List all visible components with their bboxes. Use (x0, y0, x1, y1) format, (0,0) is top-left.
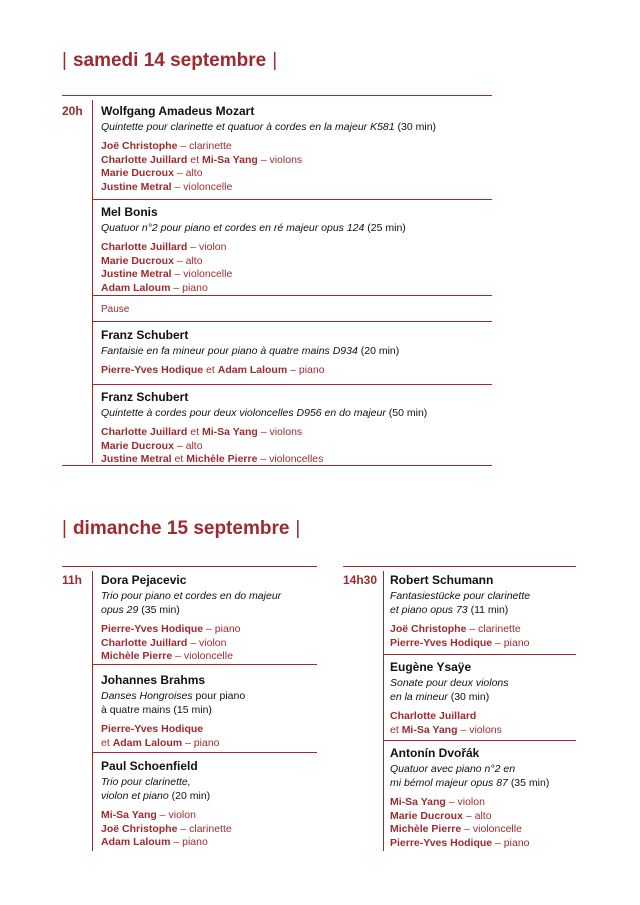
saturday-heading-text: samedi 14 septembre (72, 50, 267, 71)
work-title-text: Danses Hongroises (101, 690, 193, 702)
performer-line (101, 154, 496, 168)
work-duration: (50 min) (388, 407, 428, 419)
performer-name: Adam Laloum (217, 364, 288, 376)
work-title (101, 775, 321, 803)
performer-role: – violons (260, 426, 303, 438)
work-duration: (25 min) (367, 222, 406, 234)
performer-name: Pierre-Yves Hodique (101, 723, 204, 735)
composer-name: Wolfgang Amadeus Mozart (101, 104, 255, 118)
performer-list (101, 364, 496, 378)
sat-rule-4 (92, 384, 492, 385)
performer-line (390, 810, 580, 824)
performer-connector: et (390, 723, 399, 736)
work-title (390, 589, 580, 617)
performer-role: – piano (290, 364, 325, 376)
work-title-text: Quatuor avec piano n°2 en (390, 763, 516, 775)
performer-line (101, 167, 496, 181)
performer-line (101, 737, 321, 751)
sun-left-item-1 (101, 673, 321, 750)
sun-right-top-rule (343, 566, 576, 567)
work-title-text: Quatuor n°2 pour piano et cordes en ré majeur opus 124 (101, 222, 365, 234)
sunday-heading-text: dimanche 15 septembre (72, 518, 290, 539)
performer-role: – alto (176, 439, 203, 452)
performer-role: – violoncelle (174, 268, 233, 280)
work-title (101, 589, 321, 617)
performer-role: – piano (173, 281, 208, 294)
performer-name: Mi-Sa Yang (101, 809, 157, 821)
sun-left-rule-1 (92, 664, 317, 665)
performer-role: – alto (176, 167, 203, 179)
performer-role: – violoncelle (174, 180, 233, 193)
composer-name: Franz Schubert (101, 390, 189, 404)
work-duration: (20 min) (360, 345, 400, 357)
sun-left-top-rule (62, 566, 317, 567)
performer-connector: et (190, 426, 200, 438)
work-title-plain-text: pour piano (192, 690, 246, 702)
performer-line (101, 140, 496, 154)
work-duration: (20 min) (171, 790, 211, 802)
performer-name: Mi-Sa Yang (201, 153, 258, 166)
performer-line (101, 241, 496, 255)
sat-rule-3 (92, 321, 492, 322)
work-title-text: Quintette à cordes pour deux violoncelles D956 en do majeur (101, 407, 386, 419)
performer-list (101, 140, 496, 194)
performer-line (101, 623, 321, 637)
performer-line (101, 809, 321, 823)
work-title-text: mi bémol majeur opus 87 (390, 777, 508, 789)
performer-role: – violon (190, 636, 227, 649)
performer-line (390, 823, 580, 837)
work-duration: (35 min) (141, 604, 180, 616)
performer-line (101, 440, 496, 454)
performer-name: Justine Metral (101, 180, 172, 193)
performer-name: Adam Laloum (112, 736, 183, 749)
performer-name: Mi-Sa Yang (201, 426, 258, 438)
performer-name: Mi-Sa Yang (401, 723, 458, 736)
saturday-top-rule (62, 95, 492, 96)
performer-line (101, 637, 321, 651)
work-title-text: Fantaisie en fa mineur pour piano à quatre mains D934 (101, 345, 358, 357)
sun-left-item-0 (101, 573, 321, 664)
performer-name: Mi-Sa Yang (390, 796, 446, 808)
composer-name: Mel Bonis (101, 205, 158, 219)
performer-name: Joë Christophe (101, 822, 178, 835)
composer-name: Johannes Brahms (101, 673, 206, 687)
performer-list (390, 710, 580, 737)
sun-right-item-2 (390, 746, 580, 850)
performer-name: Charlotte Juillard (101, 426, 188, 438)
performer-line (390, 837, 580, 851)
work-title-text: Trio pour clarinette, (101, 776, 191, 788)
work-duration: (30 min) (397, 121, 437, 133)
performer-line (390, 796, 580, 810)
composer-name: Eugène Ysaÿe (390, 660, 472, 674)
performer-line (101, 255, 496, 269)
performer-role: – violon (159, 809, 196, 821)
work-title (101, 406, 496, 420)
sat-bottom-rule (62, 465, 492, 466)
work-duration: (30 min) (450, 691, 490, 703)
sunday-right-time: 14h30 (343, 573, 378, 587)
performer-line (101, 836, 321, 850)
work-duration: (15 min) (173, 704, 212, 716)
performer-line (390, 724, 580, 738)
performer-role: – clarinette (180, 822, 232, 835)
work-title-text: en la mineur (390, 691, 448, 703)
composer-name: Antonín Dvořák (390, 746, 480, 760)
saturday-time-line (92, 100, 93, 463)
sun-left-rule-2 (92, 752, 317, 753)
performer-role: – piano (495, 636, 530, 649)
performer-line (390, 623, 580, 637)
work-title (101, 344, 496, 358)
work-title-text: Quintette pour clarinette et quatuor à cordes en la majeur K581 (101, 121, 395, 133)
performer-name: Michèle Pierre (101, 650, 173, 662)
performer-role: – piano (206, 623, 241, 635)
work-title (101, 120, 496, 134)
work-title-text: Fantasiestücke pour clarinette (390, 590, 531, 602)
performer-line (101, 723, 321, 737)
performer-connector: et (101, 736, 110, 749)
performer-role: – violon (448, 796, 485, 808)
work-title (390, 676, 580, 704)
performer-list (390, 796, 580, 850)
composer-name: Paul Schoenfield (101, 759, 198, 773)
performer-name: Pierre-Yves Hodique (390, 836, 493, 849)
work-title-text: et piano opus 73 (390, 604, 468, 616)
performer-role: – violoncelle (464, 823, 522, 835)
performer-line (101, 181, 496, 195)
performer-name: Charlotte Juillard (101, 636, 188, 649)
performer-line (390, 637, 580, 651)
performer-connector: et (206, 364, 215, 376)
work-title (390, 762, 580, 790)
performer-name: Pierre-Yves Hodique (390, 636, 493, 649)
performer-line (390, 710, 580, 724)
performer-name: Charlotte Juillard (101, 153, 188, 166)
performer-connector: et (190, 153, 200, 166)
performer-role: – clarinette (180, 140, 232, 152)
performer-name: Joë Christophe (101, 140, 178, 152)
sat-item-1 (101, 205, 496, 295)
performer-name: Marie Ducroux (101, 439, 174, 452)
saturday-heading: | samedi 14 septembre | (62, 50, 278, 71)
performer-role: – violoncelle (175, 650, 233, 662)
performer-role: – alto (465, 809, 492, 822)
performer-line (101, 268, 496, 282)
work-title (101, 689, 321, 717)
sun-left-item-2 (101, 759, 321, 850)
performer-role: – clarinette (469, 623, 521, 635)
performer-line (101, 650, 321, 664)
performer-name: Michèle Pierre (186, 453, 258, 465)
work-title-text: Sonate pour deux violons (390, 677, 509, 689)
performer-name: Charlotte Juillard (390, 710, 477, 722)
pause-label: Pause (101, 304, 130, 315)
performer-role: – violons (460, 723, 502, 736)
performer-list (390, 623, 580, 650)
sat-item-0 (101, 104, 496, 194)
work-title-text: violon et piano (101, 790, 169, 802)
performer-role: – piano (173, 836, 208, 848)
work-title (101, 221, 496, 235)
performer-list (101, 723, 321, 750)
sat-item-2 (101, 328, 496, 378)
performer-name: Pierre-Yves Hodique (101, 364, 204, 376)
composer-name: Franz Schubert (101, 328, 189, 342)
performer-name: Justine Metral (101, 453, 172, 465)
sat-item-3 (101, 390, 496, 467)
sunday-heading: | dimanche 15 septembre | (62, 518, 301, 539)
performer-name: Adam Laloum (101, 281, 171, 294)
performer-line (101, 426, 496, 440)
work-duration: (35 min) (510, 777, 550, 789)
performer-name: Marie Ducroux (101, 254, 174, 267)
sun-right-rule-1 (383, 654, 576, 655)
sun-right-rule-2 (383, 740, 576, 741)
performer-list (101, 241, 496, 295)
sat-rule-1 (92, 199, 492, 200)
performer-role: – piano (185, 736, 220, 749)
sunday-left-time-line (92, 571, 93, 851)
sunday-left-time: 11h (62, 573, 83, 587)
sun-right-item-1 (390, 660, 580, 737)
performer-name: Adam Laloum (101, 836, 171, 848)
performer-name: Joë Christophe (390, 623, 467, 635)
performer-role: – violon (190, 241, 227, 253)
composer-name: Dora Pejacevic (101, 573, 187, 587)
saturday-time: 20h (62, 104, 83, 118)
performer-name: Marie Ducroux (101, 167, 174, 179)
performer-name: Charlotte Juillard (101, 241, 188, 253)
performer-line (101, 823, 321, 837)
performer-name: Pierre-Yves Hodique (101, 623, 204, 635)
sun-right-item-0 (390, 573, 580, 650)
work-title-text: opus 29 (101, 604, 139, 616)
performer-line (101, 364, 496, 378)
performer-name: Justine Metral (101, 268, 172, 280)
performer-role: – violoncelles (260, 453, 324, 465)
performer-name: Marie Ducroux (390, 809, 463, 822)
performer-name: Michèle Pierre (390, 823, 462, 835)
performer-line (101, 282, 496, 296)
sat-rule-2 (92, 295, 492, 296)
composer-name: Robert Schumann (390, 573, 494, 587)
performer-role: – piano (495, 836, 530, 849)
performer-list (101, 426, 496, 467)
performer-role: – violons (260, 153, 303, 166)
work-title-text: Trio pour piano et cordes en do majeur (101, 590, 282, 602)
performer-list (101, 809, 321, 850)
performer-connector: et (174, 453, 184, 465)
sunday-right-time-line (383, 571, 384, 851)
work-duration: (11 min) (470, 604, 509, 616)
performer-list (101, 623, 321, 664)
work-title-plain-text: à quatre mains (101, 704, 171, 716)
performer-role: – alto (176, 254, 203, 267)
